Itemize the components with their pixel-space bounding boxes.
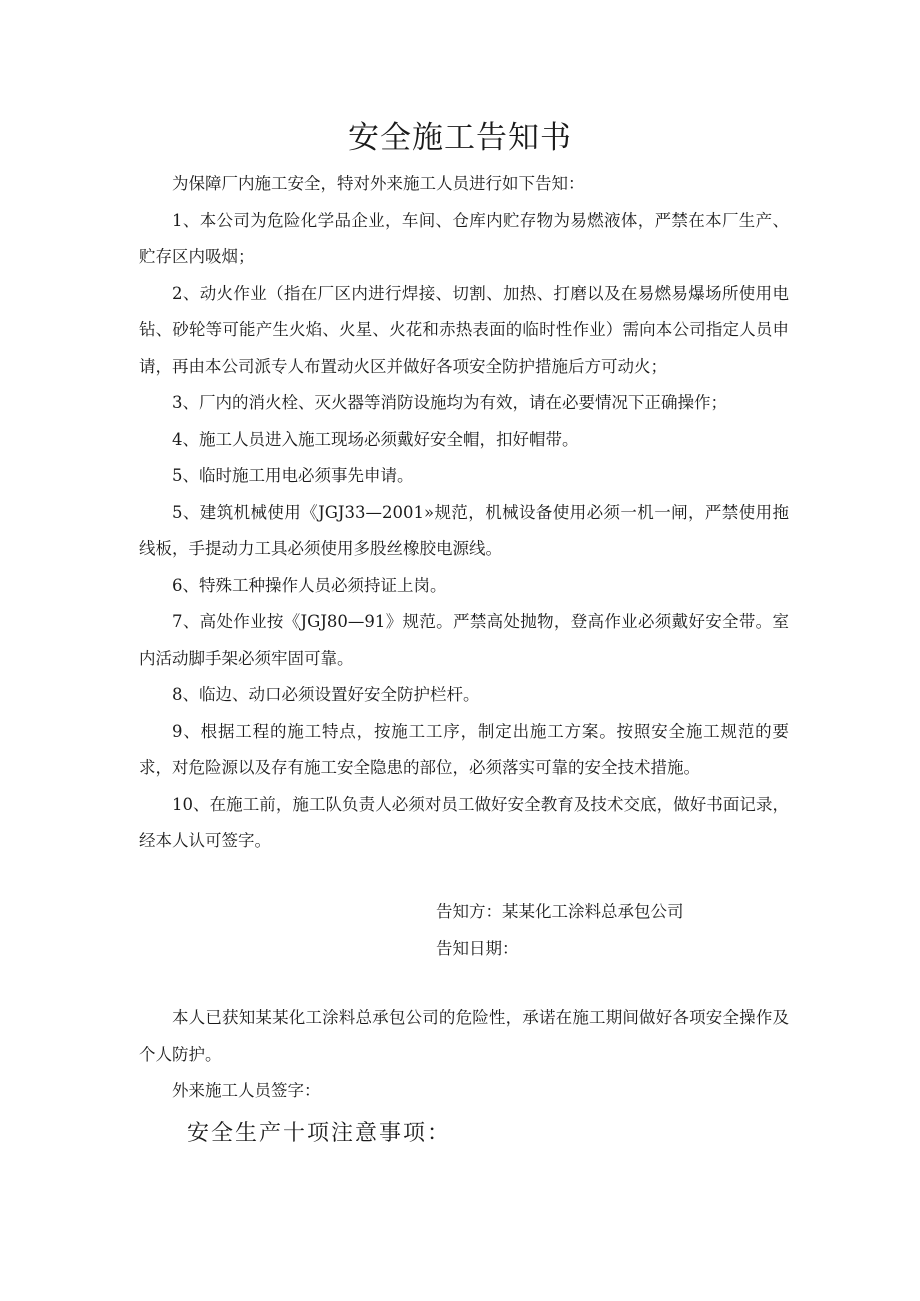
notice-date-line: 告知日期： bbox=[436, 938, 519, 958]
notice-item-7: 7、高处作业按《JGJ80—91》规范。严禁高处抛物，登高作业必须戴好安全带。室内活动脚手架必须牢固可靠。 bbox=[139, 612, 789, 668]
notifier-block bbox=[436, 894, 684, 967]
notice-item-10: 10、在施工前，施工队负责人必须对员工做好安全教育及技术交底，做好书面记录，经本人认可签字。 bbox=[139, 794, 789, 850]
notice-item-3: 3、厂内的消火栓、灭火器等消防设施均为有效，请在必要情况下正确操作； bbox=[172, 393, 727, 412]
section-heading: 安全生产十项注意事项： bbox=[187, 1121, 452, 1146]
notice-item-5b: 5、建筑机械使用《JGJ33—2001»规范，机械设备使用必须一机一闸，严禁使用拖线板，手提动力工具必须使用多股丝橡胶电源线。 bbox=[139, 502, 789, 558]
notifier-line: 告知方：某某化工涂料总承包公司 bbox=[436, 902, 684, 921]
notice-item-9: 9、根据工程的施工特点，按施工工序，制定出施工方案。按照安全施工规范的要求，对危险源以及存有施工安全隐患的部位，必须落实可靠的安全技术措施。 bbox=[139, 721, 789, 777]
notice-item-4: 4、施工人员进入施工现场必须戴好安全帽，扣好帽带。 bbox=[172, 429, 579, 449]
acknowledgement-paragraph: 本人已获知某某化工涂料总承包公司的危险性，承诺在施工期间做好各项安全操作及个人防护。 bbox=[139, 1008, 789, 1064]
acknowledgement-block bbox=[139, 1000, 789, 1110]
notice-item-8: 8、临边、动口必须设置好安全防护栏杆。 bbox=[172, 685, 480, 704]
notice-item-6: 6、特殊工种操作人员必须持证上岗。 bbox=[172, 575, 447, 595]
intro-paragraph: 为保障厂内施工安全，特对外来施工人员进行如下告知： bbox=[172, 174, 585, 193]
notice-item-5a: 5、临时施工用电必须事先申请。 bbox=[172, 466, 414, 485]
notice-item-1: 1、本公司为危险化学品企业，车间、仓库内贮存物为易燃液体，严禁在本厂生产、贮存区内吸烟； bbox=[139, 210, 789, 266]
document-title: 安全施工告知书 bbox=[348, 120, 572, 156]
signature-label: 外来施工人员签字： bbox=[172, 1081, 321, 1100]
notice-item-2: 2、动火作业（指在厂区内进行焊接、切割、加热、打磨以及在易燃易爆场所使用电钻、砂轮等可能产生火焰、火星、火花和赤热表面的临时性作业）需向本公司指定人员申请，再由本公司派专人布置动火区并做好各项安全防护措施后方可动火； bbox=[139, 283, 789, 376]
notice-body bbox=[139, 166, 789, 860]
